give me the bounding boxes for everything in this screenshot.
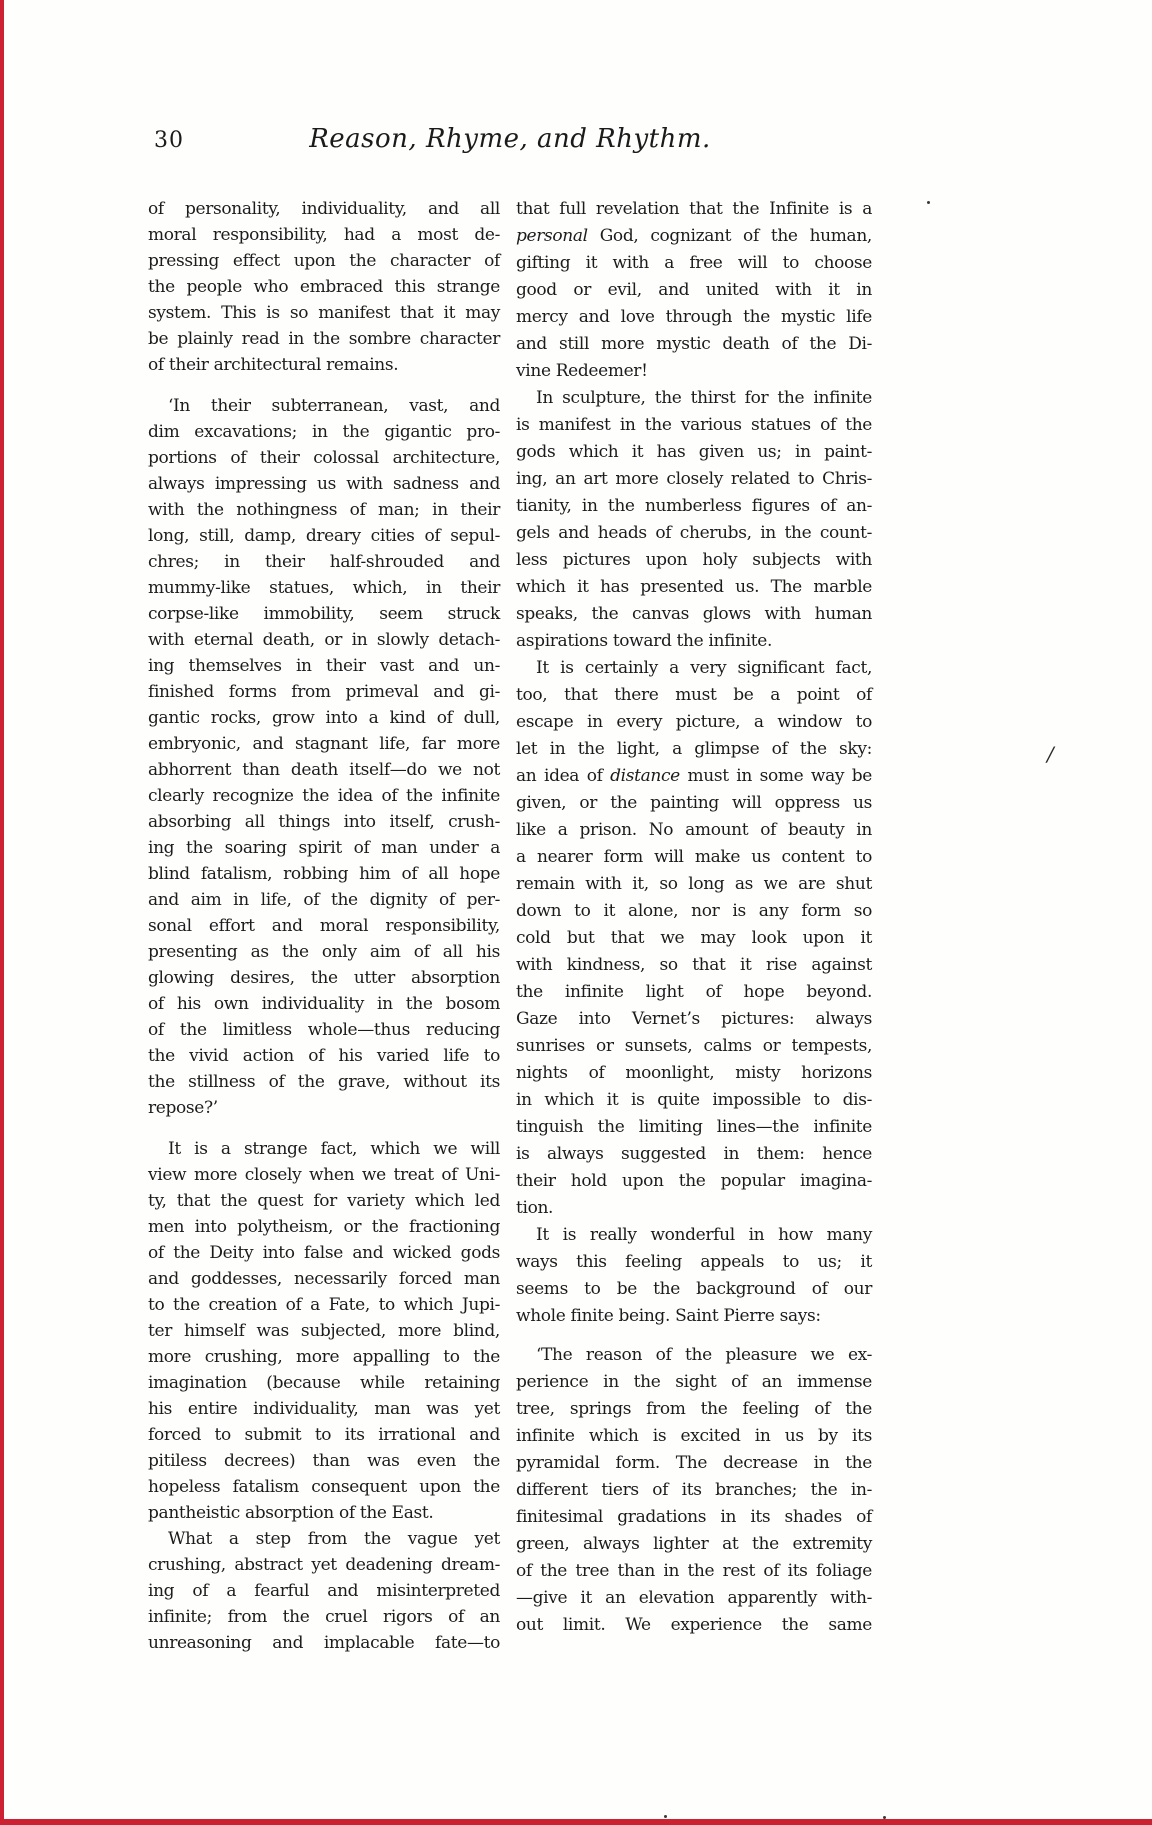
text-line: speaks, the canvas glows with human (516, 604, 872, 624)
text-line: tianity, in the numberless figures of an- (516, 496, 872, 516)
text-line: of the Deity into false and wicked gods (148, 1243, 500, 1263)
text-line: vine Redeemer! (516, 361, 648, 381)
text-line: absorbing all things into itself, crush- (148, 812, 500, 832)
text-line: perience in the sight of an immense (516, 1372, 872, 1392)
text-line: with eternal death, or in slowly detach- (148, 630, 500, 650)
text-line: ing, an art more closely related to Chris- (516, 469, 872, 489)
text-line: blind fatalism, robbing him of all hope (148, 864, 500, 884)
text-line: ty, that the quest for variety which led (148, 1191, 500, 1211)
ink-speck (927, 201, 930, 204)
page-number: 30 (154, 128, 184, 153)
text-line: ‘In their subterranean, vast, and (168, 396, 500, 416)
text-line: sunrises or sunsets, calms or tempests, (516, 1036, 872, 1056)
text-line: ter himself was subjected, more blind, (148, 1321, 500, 1341)
paragraph (516, 655, 872, 1222)
text-line: pressing effect upon the character of (148, 251, 500, 271)
text-line: is always suggested in them: hence (516, 1144, 872, 1164)
text-line: system. This is so manifest that it may (148, 303, 500, 323)
text-line: gifting it with a free will to choose (516, 253, 872, 273)
paragraph (148, 196, 500, 378)
text-line: green, always lighter at the extremity (516, 1534, 872, 1554)
text-line: unreasoning and implacable fate—to (148, 1633, 500, 1653)
text-line: crushing, abstract yet deadening dream- (148, 1555, 500, 1575)
text-line: finished forms from primeval and gi- (148, 682, 500, 702)
text-line: What a step from the vague yet (168, 1529, 500, 1549)
text-line: forced to submit to its irrational and (148, 1425, 500, 1445)
paragraph (516, 1222, 872, 1330)
text-line: too, that there must be a point of (516, 685, 872, 705)
text-line: let in the light, a glimpse of the sky: (516, 739, 872, 759)
text-line: their hold upon the popular imagina- (516, 1171, 872, 1191)
text-line: moral responsibility, had a most de- (148, 225, 500, 245)
text-line: portions of their colossal architecture, (148, 448, 500, 468)
paragraph (148, 1136, 500, 1526)
text-line: infinite which is excited in us by its (516, 1426, 872, 1446)
text-line: remain with it, so long as we are shut (516, 874, 872, 894)
text-line: personal God, cognizant of the human, (516, 226, 872, 246)
text-line: clearly recognize the idea of the infinite (148, 786, 500, 806)
paragraph (516, 385, 872, 655)
text-line: seems to be the background of our (516, 1279, 872, 1299)
text-line: It is really wonderful in how many (536, 1225, 872, 1245)
text-line: abhorrent than death itself—do we not (148, 760, 500, 780)
text-line: tion. (516, 1198, 554, 1218)
text-line: presenting as the only aim of all his (148, 942, 500, 962)
text-line: the infinite light of hope beyond. (516, 982, 872, 1002)
text-line: the people who embraced this strange (148, 277, 500, 297)
text-line: whole finite being. Saint Pierre says: (516, 1306, 821, 1326)
text-line: gantic rocks, grow into a kind of dull, (148, 708, 500, 728)
text-line: given, or the painting will oppress us (516, 793, 872, 813)
text-line: view more closely when we treat of Uni- (148, 1165, 500, 1185)
text-line: ways this feeling appeals to us; it (516, 1252, 872, 1272)
text-line: like a prison. No amount of beauty in (516, 820, 872, 840)
text-line: In sculpture, the thirst for the infinite (536, 388, 872, 408)
running-title: Reason, Rhyme, and Rhythm. (309, 124, 711, 154)
text-line: ing of a fearful and misinterpreted (148, 1581, 500, 1601)
ink-speck (664, 1815, 667, 1818)
text-line: with kindness, so that it rise against (516, 955, 872, 975)
text-line: less pictures upon holy subjects with (516, 550, 872, 570)
text-line: good or evil, and united with it in (516, 280, 872, 300)
text-line: and aim in life, of the dignity of per- (148, 890, 500, 910)
text-line: of personality, individuality, and all (148, 199, 500, 219)
text-line: Gaze into Vernet’s pictures: always (516, 1009, 872, 1029)
text-line: in which it is quite impossible to dis- (516, 1090, 872, 1110)
text-line: out limit. We experience the same (516, 1615, 872, 1635)
text-line: of the tree than in the rest of its foliage (516, 1561, 872, 1581)
text-line: men into polytheism, or the fractioning (148, 1217, 500, 1237)
text-line: tinguish the limiting lines—the infinite (516, 1117, 872, 1137)
text-line: —give it an elevation apparently with- (516, 1588, 872, 1608)
text-line: the vivid action of his varied life to (148, 1046, 500, 1066)
text-line: ‘The reason of the pleasure we ex- (536, 1345, 872, 1365)
paragraph (148, 1526, 500, 1656)
text-line: imagination (because while retaining (148, 1373, 500, 1393)
text-line: long, still, damp, dreary cities of sepul- (148, 526, 500, 546)
text-line: infinite; from the cruel rigors of an (148, 1607, 500, 1627)
paragraph (516, 196, 872, 385)
text-line: that full revelation that the Infinite is a (516, 199, 872, 219)
text-line: repose?’ (148, 1098, 218, 1118)
text-line: embryonic, and stagnant life, far more (148, 734, 500, 754)
text-line: a nearer form will make us content to (516, 847, 872, 867)
text-line: nights of moonlight, misty horizons (516, 1063, 872, 1083)
text-line: different tiers of its branches; the in- (516, 1480, 872, 1500)
paragraph (148, 393, 500, 1121)
stray-slash-mark: / (1047, 742, 1054, 766)
red-scan-edge-left (0, 0, 4, 1825)
column-right (516, 196, 872, 1639)
text-line: aspirations toward the infinite. (516, 631, 773, 651)
text-line: of the limitless whole—thus reducing (148, 1020, 500, 1040)
text-line: an idea of distance must in some way be (516, 766, 872, 786)
text-line: ing the soaring spirit of man under a (148, 838, 500, 858)
text-line: gels and heads of cherubs, in the count- (516, 523, 872, 543)
text-line: always impressing us with sadness and (148, 474, 500, 494)
text-line: and goddesses, necessarily forced man (148, 1269, 500, 1289)
column-left (148, 196, 500, 1656)
text-line: pantheistic absorption of the East. (148, 1503, 434, 1523)
text-line: be plainly read in the sombre character (148, 329, 500, 349)
text-line: tree, springs from the feeling of the (516, 1399, 872, 1419)
text-line: cold but that we may look upon it (516, 928, 872, 948)
text-line: the stillness of the grave, without its (148, 1072, 500, 1092)
text-line: and still more mystic death of the Di- (516, 334, 872, 354)
text-line: more crushing, more appalling to the (148, 1347, 500, 1367)
text-line: his entire individuality, man was yet (148, 1399, 500, 1419)
page-header (148, 122, 872, 164)
text-line: gods which it has given us; in paint- (516, 442, 872, 462)
text-line: chres; in their half-shrouded and (148, 552, 500, 572)
red-scan-edge-bottom (0, 1819, 1152, 1825)
text-line: It is certainly a very significant fact, (536, 658, 872, 678)
text-line: corpse-like immobility, seem struck (148, 604, 500, 624)
text-line: is manifest in the various statues of the (516, 415, 872, 435)
text-line: escape in every picture, a window to (516, 712, 872, 732)
text-line: dim excavations; in the gigantic pro- (148, 422, 500, 442)
text-line: ing themselves in their vast and un- (148, 656, 500, 676)
text-line: mummy-like statues, which, in their (148, 578, 500, 598)
text-line: sonal effort and moral responsibility, (148, 916, 500, 936)
text-line: with the nothingness of man; in their (148, 500, 500, 520)
text-line: down to it alone, nor is any form so (516, 901, 872, 921)
paragraph (516, 1342, 872, 1639)
ink-speck (883, 1816, 886, 1819)
text-line: mercy and love through the mystic life (516, 307, 872, 327)
text-line: pitiless decrees) than was even the (148, 1451, 500, 1471)
text-line: pyramidal form. The decrease in the (516, 1453, 872, 1473)
text-line: which it has presented us. The marble (516, 577, 872, 597)
text-line: to the creation of a Fate, to which Jupi- (148, 1295, 500, 1315)
text-line: of their architectural remains. (148, 355, 399, 375)
text-line: hopeless fatalism consequent upon the (148, 1477, 500, 1497)
text-line: finitesimal gradations in its shades of (516, 1507, 872, 1527)
text-line: glowing desires, the utter absorption (148, 968, 500, 988)
text-line: It is a strange fact, which we will (168, 1139, 500, 1159)
text-line: of his own individuality in the bosom (148, 994, 500, 1014)
